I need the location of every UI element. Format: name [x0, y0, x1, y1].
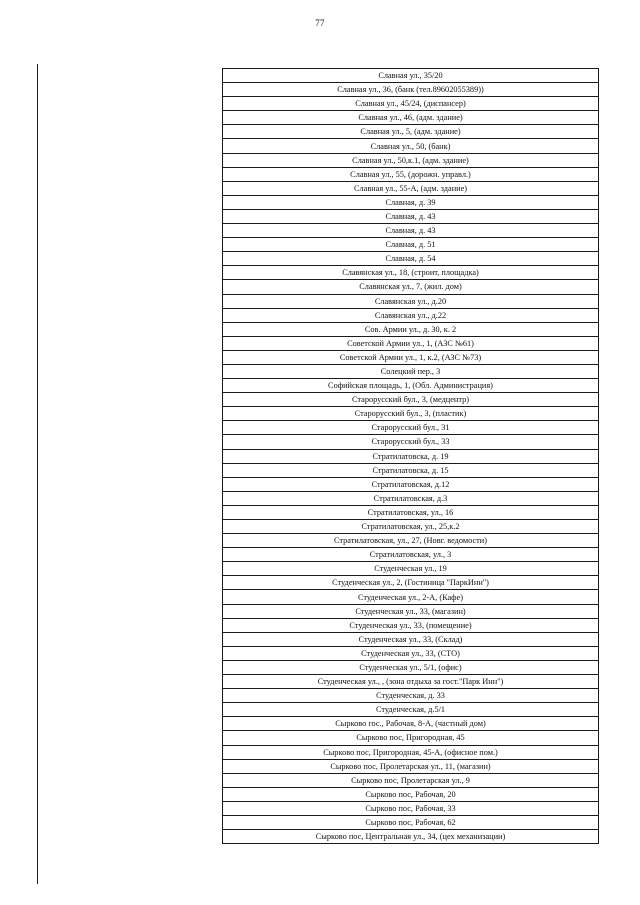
table-row: [223, 801, 599, 815]
page-number: 77: [315, 18, 325, 28]
address-cell: Сырково пос, Пригородная, 45-А, (офисное пом.): [223, 745, 599, 759]
address-cell: Софийская площадь, 1, (Обл. Администрация): [223, 379, 599, 393]
table-row: [223, 745, 599, 759]
table-row: [223, 717, 599, 731]
table-row: [223, 604, 599, 618]
address-cell: Студенческая ул., 33, (Склад): [223, 632, 599, 646]
address-cell: Студенческая ул., 33, (СТО): [223, 646, 599, 660]
left-margin-rule: [37, 64, 38, 884]
address-cell: Сырково пос, Пригородная, 45: [223, 731, 599, 745]
table-row: [223, 520, 599, 534]
table-row: [223, 209, 599, 223]
address-cell: Стратилатовская, д.12: [223, 477, 599, 491]
address-cell: Сырково пос, Рабочая, 33: [223, 801, 599, 815]
address-cell: Сырково гос., Рабочая, 8-А, (частный дом): [223, 717, 599, 731]
table-row: [223, 294, 599, 308]
address-cell: Студенческая ул., 33, (помещение): [223, 618, 599, 632]
address-cell: Советской Армии ул., 1, (АЗС №61): [223, 336, 599, 350]
address-cell: Сырково пос, Центральная ул., 34, (цех механизации): [223, 830, 599, 844]
table-row: [223, 364, 599, 378]
address-cell: Славная, д. 51: [223, 238, 599, 252]
address-cell: Стратилатовска, д. 15: [223, 463, 599, 477]
table-row: [223, 590, 599, 604]
address-cell: Славная ул., 46, (адм. здание): [223, 111, 599, 125]
table-row: [223, 548, 599, 562]
table-row: [223, 675, 599, 689]
table-row: [223, 660, 599, 674]
table-row: [223, 181, 599, 195]
address-cell: Славная ул., 45/24, (диспансер): [223, 97, 599, 111]
address-table-body: [223, 69, 599, 844]
table-row: [223, 773, 599, 787]
table-row: [223, 153, 599, 167]
address-cell: Славная ул., 50, (банк): [223, 139, 599, 153]
table-row: [223, 224, 599, 238]
address-cell: Славянская ул., д.22: [223, 308, 599, 322]
address-cell: Славная ул., 55-А, (адм. здание): [223, 181, 599, 195]
address-cell: Студенческая ул., 5/1, (офис): [223, 660, 599, 674]
table-row: [223, 125, 599, 139]
address-cell: Старорусский бул., 3, (пластик): [223, 407, 599, 421]
table-row: [223, 139, 599, 153]
table-row: [223, 252, 599, 266]
table-row: [223, 111, 599, 125]
address-cell: Славянская ул., 18, (строит, площадка): [223, 266, 599, 280]
address-cell: Славная ул., 36, (банк (тел.89602055389)): [223, 83, 599, 97]
table-row: [223, 463, 599, 477]
address-cell: Славянская ул., д.20: [223, 294, 599, 308]
address-cell: Студенческая, д. 33: [223, 689, 599, 703]
table-row: [223, 830, 599, 844]
address-cell: Советской Армии ул., 1, к.2, (АЗС №73): [223, 350, 599, 364]
address-cell: Старорусский бул., 31: [223, 421, 599, 435]
address-cell: Солецкий пер., 3: [223, 364, 599, 378]
table-row: [223, 491, 599, 505]
table-row: [223, 689, 599, 703]
table-row: [223, 435, 599, 449]
table-row: [223, 308, 599, 322]
table-row: [223, 731, 599, 745]
table-row: [223, 238, 599, 252]
table-row: [223, 350, 599, 364]
table-row: [223, 393, 599, 407]
table-row: [223, 815, 599, 829]
address-cell: Славная, д. 54: [223, 252, 599, 266]
table-row: [223, 97, 599, 111]
address-cell: Стратилатовска, д. 19: [223, 449, 599, 463]
address-cell: Стратилатовская, д.3: [223, 491, 599, 505]
table-row: [223, 407, 599, 421]
table-row: [223, 562, 599, 576]
address-cell: Стратилатовская, ул., 16: [223, 505, 599, 519]
address-cell: Славная, д. 43: [223, 209, 599, 223]
address-cell: Сырково пос, Пролетарская ул., 11, (магазин): [223, 759, 599, 773]
address-cell: Студенческая ул., 19: [223, 562, 599, 576]
table-row: [223, 280, 599, 294]
table-row: [223, 379, 599, 393]
address-cell: Сырково пос, Рабочая, 62: [223, 815, 599, 829]
address-cell: Славная, д. 39: [223, 195, 599, 209]
table-row: [223, 787, 599, 801]
address-cell: Стратилатовская, ул., 25,к.2: [223, 520, 599, 534]
address-cell: Старорусский бул., 3, (медцентр): [223, 393, 599, 407]
address-cell: Славная ул., 50,к.1, (адм. здание): [223, 153, 599, 167]
address-cell: Сов. Армии ул., д. 30, к. 2: [223, 322, 599, 336]
table-row: [223, 322, 599, 336]
address-cell: Студенческая ул., 2-А, (Кафе): [223, 590, 599, 604]
table-row: [223, 449, 599, 463]
address-table: [222, 68, 599, 844]
table-row: [223, 477, 599, 491]
table-row: [223, 69, 599, 83]
table-row: [223, 703, 599, 717]
table-row: [223, 576, 599, 590]
table-row: [223, 534, 599, 548]
address-cell: Стратилатовская, ул., 3: [223, 548, 599, 562]
table-row: [223, 646, 599, 660]
address-cell: Студенческая ул., , (зона отдыха за гост."Парк Инн"): [223, 675, 599, 689]
table-row: [223, 195, 599, 209]
table-row: [223, 266, 599, 280]
table-row: [223, 421, 599, 435]
address-cell: Славная ул., 35/20: [223, 69, 599, 83]
address-cell: Славная, д. 43: [223, 224, 599, 238]
address-cell: Студенческая, д.5/1: [223, 703, 599, 717]
table-row: [223, 336, 599, 350]
address-cell: Сырково пос, Пролетарская ул., 9: [223, 773, 599, 787]
address-cell: Сырково пос, Рабочая, 20: [223, 787, 599, 801]
table-row: [223, 618, 599, 632]
table-row: [223, 505, 599, 519]
address-cell: Стратилатовская, ул., 27, (Новг. ведомости): [223, 534, 599, 548]
address-cell: Студенческая ул., 2, (Гостиница "ПаркИнн"): [223, 576, 599, 590]
table-row: [223, 632, 599, 646]
table-row: [223, 167, 599, 181]
address-cell: Славянская ул., 7, (жил. дом): [223, 280, 599, 294]
table-row: [223, 83, 599, 97]
address-cell: Славная ул., 55, (дорожн. управл.): [223, 167, 599, 181]
address-cell: Славная ул., 5, (адм. здание): [223, 125, 599, 139]
table-row: [223, 759, 599, 773]
address-cell: Студенческая ул., 33, (магазин): [223, 604, 599, 618]
address-cell: Старорусский бул., 33: [223, 435, 599, 449]
